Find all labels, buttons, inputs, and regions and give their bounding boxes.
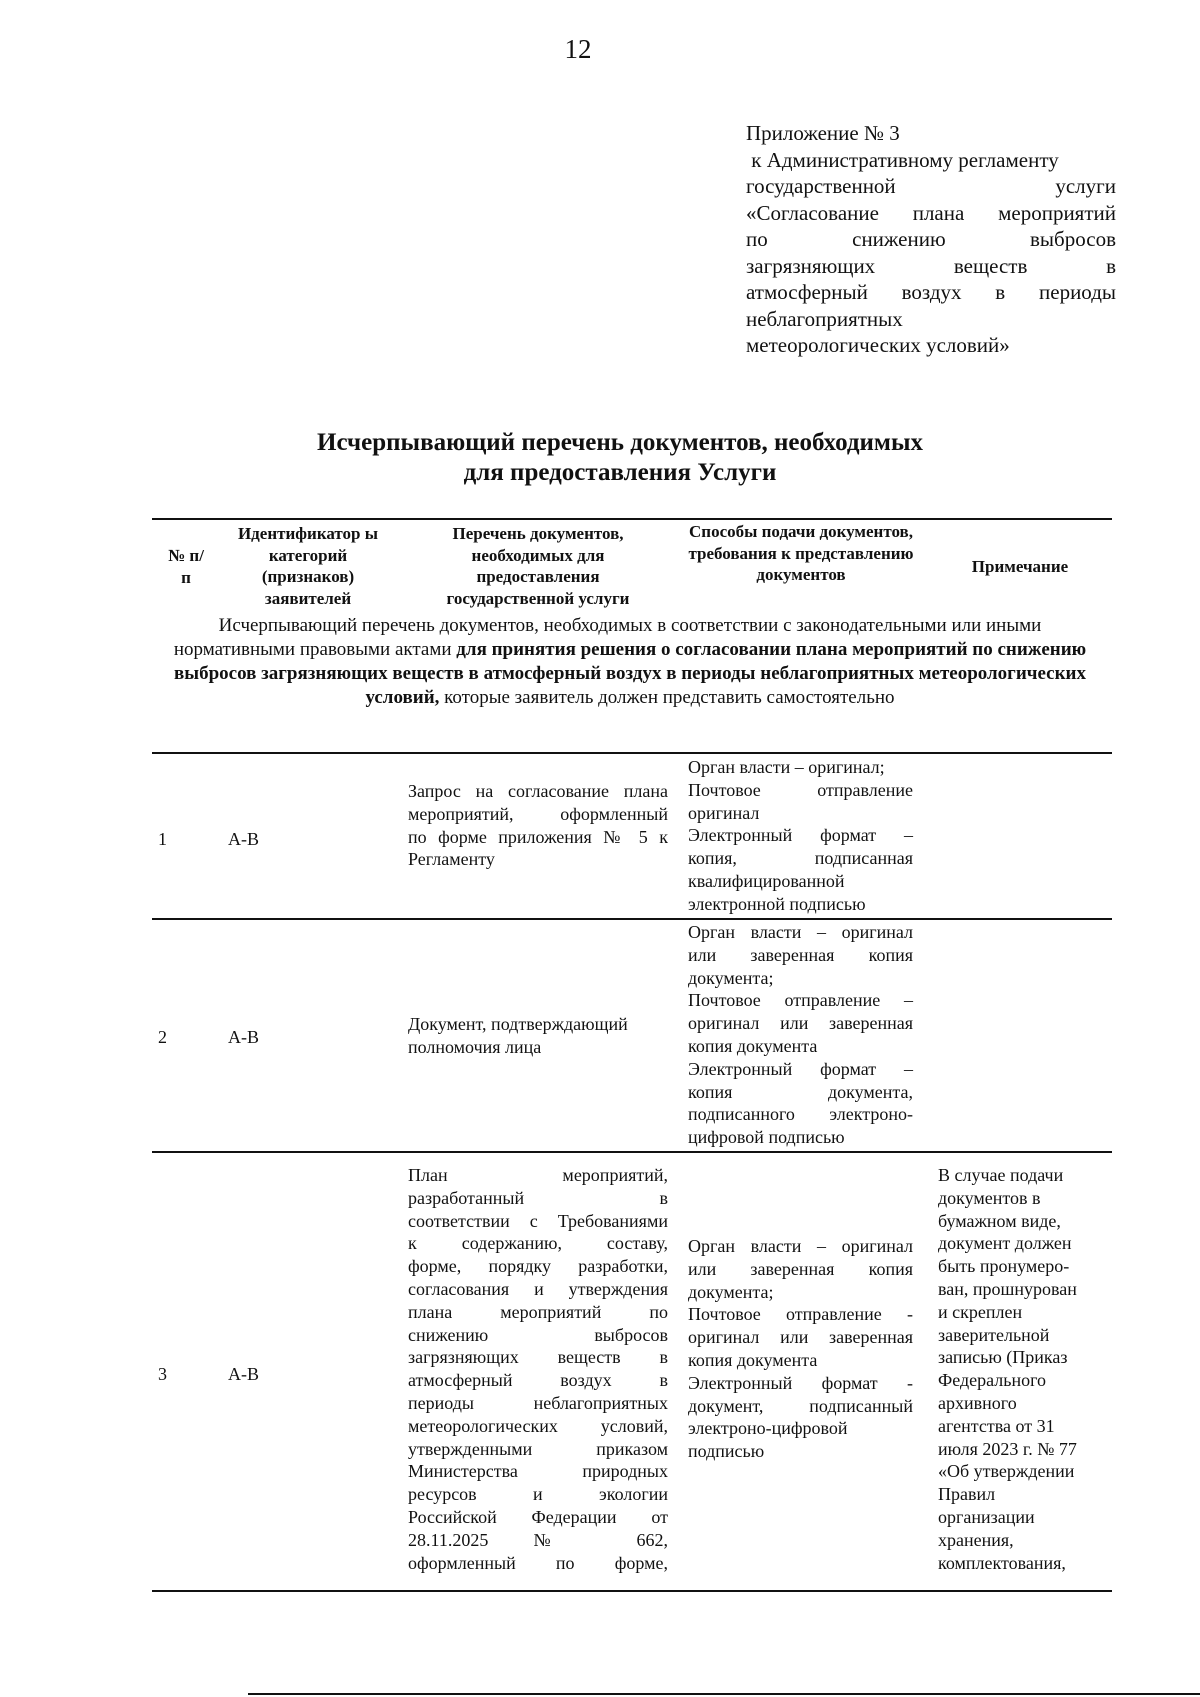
section-intro [160, 614, 1100, 710]
doc-line: по форме приложения № 5 к [408, 826, 668, 847]
header-note: Примечание [971, 557, 1069, 576]
intro-text: Исчерпывающий перечень документов, необходимых в соответствии с законодательными или иными нормативными правовыми актами [173, 615, 1042, 660]
method-line: копия документа [688, 1035, 818, 1056]
row-category: А-В [228, 829, 259, 849]
method-line: Почтовое отправление - [688, 1304, 913, 1325]
doc-line: Документ, подтверждающий [408, 1014, 628, 1034]
note-line: и скреплен [938, 1301, 1023, 1322]
method-line: или заверенная копия [688, 944, 913, 965]
method-line: квалифицированной [688, 870, 845, 891]
method-line: Почтовое отправление [688, 779, 913, 800]
title-line: Исчерпывающий перечень документов, необходимых [317, 429, 923, 456]
note-line: В случае подачи [938, 1165, 1064, 1185]
method-line: документа; [688, 1281, 774, 1302]
note-line: Правил [938, 1484, 996, 1505]
row-document [408, 780, 668, 871]
row-document [408, 1164, 668, 1574]
row-category: А-В [228, 1364, 259, 1384]
doc-line: разработанный в [408, 1187, 668, 1208]
note-line: документов в [938, 1187, 1041, 1208]
appendix-line: по снижению выбросов [746, 227, 1116, 251]
row-note [938, 1164, 1100, 1574]
note-line: быть пронумеро- [938, 1256, 1070, 1277]
row-divider [152, 1151, 1112, 1153]
doc-line: Российской Федерации от [408, 1506, 668, 1527]
appendix-line: государственной услуги [746, 174, 1116, 198]
doc-line: атмосферный воздух в [408, 1370, 668, 1391]
document-title [120, 428, 1120, 488]
row-number: 2 [158, 1027, 167, 1047]
row-number: 3 [158, 1364, 167, 1384]
method-line: Электронный формат – [688, 825, 913, 846]
note-line: Федерального [938, 1370, 1047, 1391]
appendix-line: загрязняющих веществ в [746, 253, 1116, 278]
method-line: Электронный формат – [688, 1058, 913, 1079]
method-line: копия, подписанная [688, 848, 913, 869]
row-divider [152, 752, 1112, 754]
note-line: хранения, [938, 1529, 1014, 1550]
note-line: июля 2023 г. № 77 [938, 1438, 1077, 1459]
doc-line: периоды неблагоприятных [408, 1392, 668, 1413]
doc-line: снижению выбросов [408, 1324, 668, 1345]
doc-line: к содержанию, составу, [408, 1233, 668, 1254]
method-line: документ, подписанный [688, 1395, 913, 1416]
method-line: электронной подписью [688, 893, 866, 914]
note-line: записью (Приказ [938, 1347, 1068, 1368]
method-line: подписью [688, 1441, 765, 1462]
intro-text: которые заявитель должен представить самостоятельно [439, 687, 895, 708]
doc-line: согласования и утверждения [408, 1278, 668, 1299]
doc-line: ресурсов и экологии [408, 1484, 668, 1505]
doc-line: оформленный по форме, [408, 1552, 668, 1573]
header-methods: Способы подачи документов, требования к представлению документов [688, 522, 914, 584]
appendix-line: неблагоприятных [746, 306, 903, 331]
doc-line: 28.11.2025 № 662, [408, 1529, 668, 1550]
doc-line: утвержденными приказом [408, 1438, 668, 1459]
doc-line: полномочия лица [408, 1036, 542, 1057]
method-line: Орган власти – оригинал [688, 1236, 913, 1256]
title-line: для предоставления Услуги [463, 459, 777, 486]
method-line: копия документа, [688, 1081, 913, 1102]
doc-line: плана мероприятий по [408, 1301, 668, 1322]
row-category: А-В [228, 1027, 259, 1047]
method-line: оригинал [688, 802, 760, 823]
method-line: копия документа [688, 1349, 818, 1370]
table-top-rule [152, 518, 1112, 520]
method-line: Орган власти – оригинал; [688, 757, 885, 777]
doc-line: загрязняющих веществ в [408, 1347, 668, 1368]
intro-bold-text: для принятия решения о согласовании плана мероприятий по снижению выбросов загрязняющих веществ в атмосферный воздух в периоды неблагоприятных метеорологических условий, [174, 639, 1087, 708]
row-methods [688, 1235, 913, 1463]
doc-line: Министерства природных [408, 1461, 668, 1482]
method-line: оригинал или заверенная [688, 1327, 913, 1348]
appendix-line: Приложение № 3 [746, 121, 900, 145]
method-line: или заверенная копия [688, 1258, 913, 1279]
header-documents: Перечень документов, необходимых для предоставления государственной услуги [446, 524, 630, 608]
note-line: ван, прошнурован [938, 1278, 1077, 1299]
method-line: электроно-цифровой [688, 1418, 848, 1439]
method-line: цифровой подписью [688, 1127, 845, 1148]
note-line: документ должен [938, 1233, 1072, 1254]
row-number: 1 [158, 829, 167, 849]
appendix-line: метеорологических условий» [746, 333, 1010, 357]
row-methods [688, 756, 913, 916]
row-methods [688, 921, 913, 1149]
note-line: комплектования, [938, 1552, 1066, 1573]
header-num: № п/п [168, 546, 204, 587]
page-number: 12 [564, 34, 592, 64]
appendix-header [746, 120, 1116, 359]
page-bottom-rule [248, 1693, 1200, 1695]
note-line: бумажном виде, [938, 1210, 1061, 1231]
table-bottom-rule [152, 1590, 1112, 1592]
doc-line: План мероприятий, [408, 1165, 668, 1185]
doc-line: форме, порядку разработки, [408, 1256, 668, 1277]
method-line: Орган власти – оригинал [688, 922, 913, 942]
row-document [408, 1013, 668, 1059]
method-line: подписанного электроно- [688, 1104, 913, 1125]
appendix-line: к Административному регламенту [746, 147, 1059, 172]
appendix-line: атмосферный воздух в периоды [746, 280, 1116, 304]
row-divider [152, 918, 1112, 920]
doc-line: мероприятий, оформленный [408, 803, 668, 824]
method-line: Почтовое отправление – [688, 990, 913, 1011]
note-line: агентства от 31 [938, 1415, 1055, 1436]
method-line: оригинал или заверенная [688, 1013, 913, 1034]
doc-line: метеорологических условий, [408, 1415, 668, 1436]
appendix-line: «Согласование плана мероприятий [746, 200, 1116, 225]
doc-line: соответствии с Требованиями [408, 1210, 668, 1231]
header-category: Идентификатор ы категорий (признаков) заявителей [237, 524, 379, 608]
doc-line: Запрос на согласование плана [408, 781, 668, 801]
note-line: заверительной [938, 1324, 1050, 1345]
note-line: организации [938, 1506, 1035, 1527]
doc-line: Регламенту [408, 849, 495, 870]
note-line: архивного [938, 1392, 1017, 1413]
method-line: документа; [688, 967, 774, 988]
note-line: «Об утверждении [938, 1461, 1075, 1482]
method-line: Электронный формат - [688, 1372, 913, 1393]
